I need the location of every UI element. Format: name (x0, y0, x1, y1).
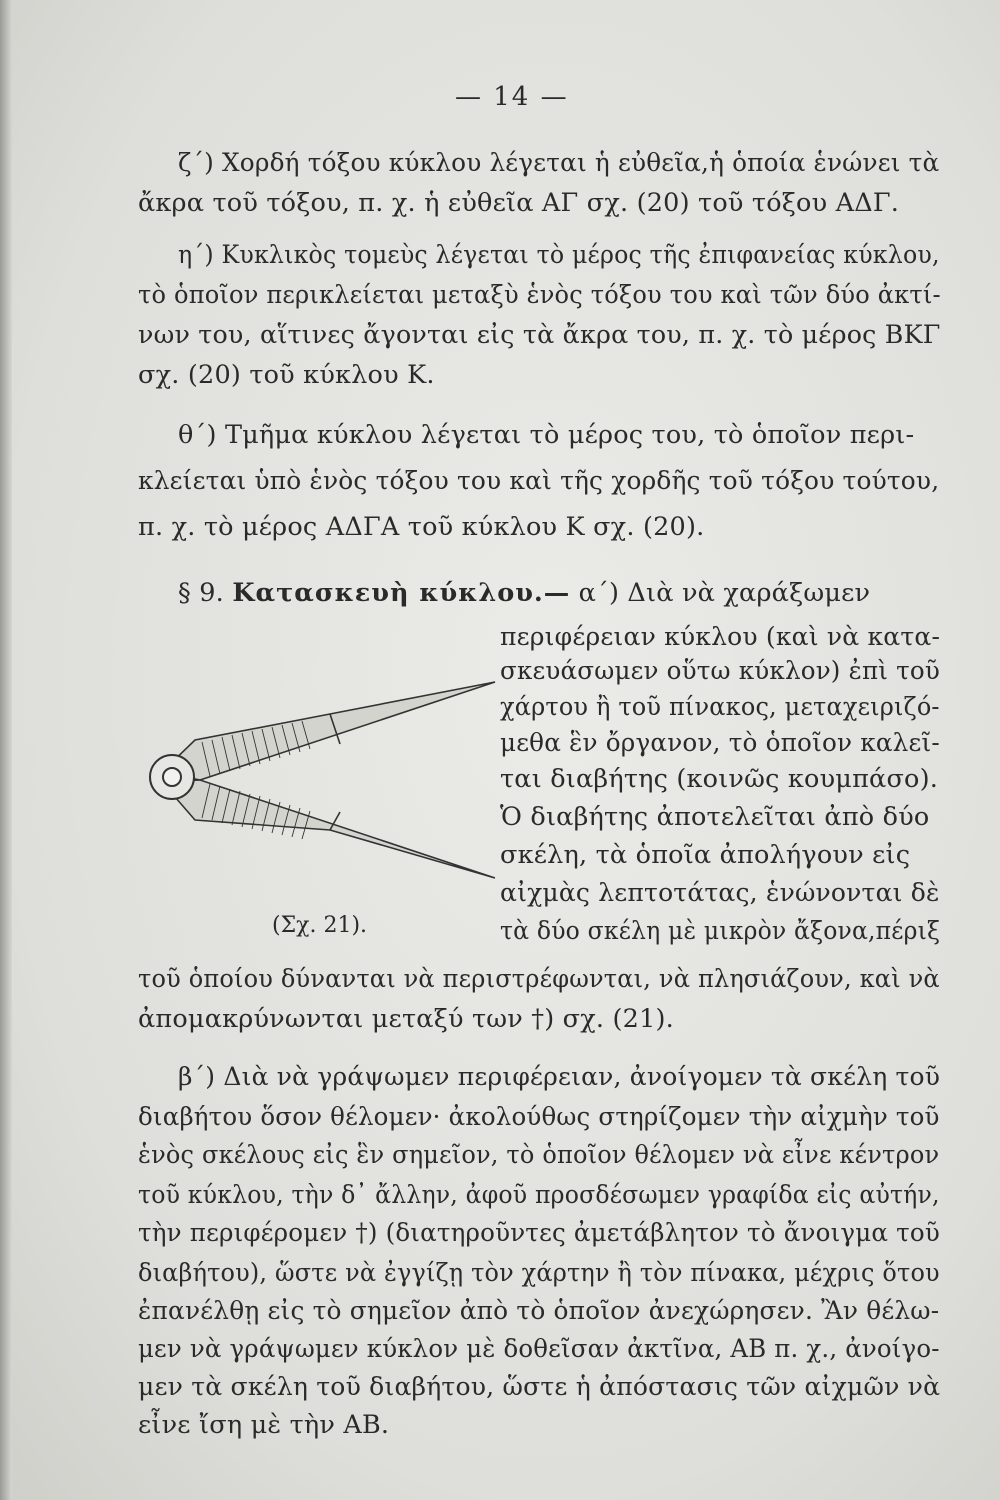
text-line: μεθα ἓν ὄργανον, τὸ ὁποῖον καλεῖ- (500, 728, 940, 758)
text-line: ἐπανέλθῃ εἰς τὸ σημεῖον ἀπὸ τὸ ὁποῖον ἀνεχώρησεν. Ἂν θέλω- (138, 1296, 940, 1326)
text-line: ται διαβήτης (κοινῶς κουμπάσο). (500, 764, 939, 794)
text-line: τοῦ ὁποίου δύνανται νὰ περιστρέφωνται, νὰ πλησιάζουν, καὶ νὰ (138, 964, 940, 994)
text-line: θ΄) Τμῆμα κύκλου λέγεται τὸ μέρος του, τὸ ὁποῖον περι- (178, 420, 915, 450)
figure-caption: (Σχ. 21). (272, 913, 368, 938)
text-line: αἰχμὰς λεπτοτάτας, ἑνώνονται δὲ (500, 878, 940, 908)
text-line: μεν νὰ γράψωμεν κύκλον μὲ δοθεῖσαν ἀκτῖνα, ΑΒ π. χ., ἀνοίγο- (138, 1334, 940, 1364)
section-heading (178, 578, 870, 608)
text-line: εἶνε ἴση μὲ τὴν ΑΒ. (138, 1410, 390, 1440)
text-line: ἑνὸς σκέλους εἰς ἓν σημεῖον, τὸ ὁποῖον θέλομεν νὰ εἶνε κέντρον (138, 1140, 940, 1170)
section-title: Κατασκευὴ κύκλου.— (232, 578, 571, 608)
text-line: β΄) Διὰ νὰ γράψωμεν περιφέρειαν, ἀνοίγομεν τὰ σκέλη τοῦ (178, 1062, 941, 1092)
text-line: μεν τὰ σκέλη τοῦ διαβήτου, ὥστε ἡ ἀπόστασις τῶν αἰχμῶν νὰ (138, 1372, 941, 1402)
text-line: η΄) Κυκλικὸς τομεὺς λέγεται τὸ μέρος τῆς ἐπιφανείας κύκλου, (178, 240, 940, 270)
text-line: Ὁ διαβήτης ἀποτελεῖται ἀπὸ δύο (500, 802, 930, 832)
text-line: περιφέρειαν κύκλου (καὶ νὰ κατα- (500, 622, 941, 652)
text-line: νων του, αἵτινες ἄγονται εἰς τὰ ἄκρα του, π. χ. τὸ μέρος ΒΚΓ (138, 320, 941, 350)
compass-figure (140, 670, 510, 900)
text-line: ἀπομακρύνωνται μεταξύ των †) σχ. (21). (138, 1004, 674, 1034)
text-line: τοῦ κύκλου, τὴν δ᾽ ἄλλην, ἀφοῦ προσδέσωμεν γραφίδα εἰς αὐτήν, (138, 1180, 940, 1210)
text-line: τὰ δύο σκέλη μὲ μικρὸν ἄξονα,πέριξ (500, 916, 941, 946)
text-line: διαβήτου), ὥστε νὰ ἐγγίζῃ τὸν χάρτην ἢ τὸν πίνακα, μέχρις ὅτου (138, 1258, 940, 1288)
text-line: σκευάσωμεν οὕτω κύκλον) ἐπὶ τοῦ (500, 656, 940, 686)
text-line: α΄) Διὰ νὰ χαράξωμεν (578, 578, 871, 608)
section-number: § 9. (178, 578, 224, 608)
text-line: σχ. (20) τοῦ κύκλου Κ. (138, 360, 435, 390)
text-line: τὸ ὁποῖον περικλείεται μεταξὺ ἑνὸς τόξου του καὶ τῶν δύο ἀκτί- (138, 280, 941, 310)
page-edge-shadow (0, 0, 12, 1500)
text-line: π. χ. τὸ μέρος ΑΔΓΑ τοῦ κύκλου Κ σχ. (20). (138, 512, 705, 542)
text-line: τὴν περιφέρομεν †) (διατηροῦντες ἀμετάβλητον τὸ ἄνοιγμα τοῦ (138, 1218, 940, 1248)
text-line: χάρτου ἢ τοῦ πίνακος, μεταχειριζό- (500, 692, 940, 722)
text-line: ἄκρα τοῦ τόξου, π. χ. ἡ εὐθεῖα ΑΓ σχ. (20) τοῦ τόξου ΑΔΓ. (138, 188, 900, 218)
text-line: ζ΄) Χορδή τόξου κύκλου λέγεται ἡ εὐθεῖα,ἡ ὁποία ἑνώνει τὰ (178, 148, 940, 178)
page-number: — 14 — (455, 82, 569, 112)
text-line: σκέλη, τὰ ὁποῖα ἀπολήγουν εἰς (500, 840, 911, 870)
text-line: κλείεται ὑπὸ ἑνὸς τόξου του καὶ τῆς χορδῆς τοῦ τόξου τούτου, (138, 466, 940, 496)
text-line: διαβήτου ὅσον θέλομεν· ἀκολούθως στηρίζομεν τὴν αἰχμὴν τοῦ (138, 1102, 940, 1132)
